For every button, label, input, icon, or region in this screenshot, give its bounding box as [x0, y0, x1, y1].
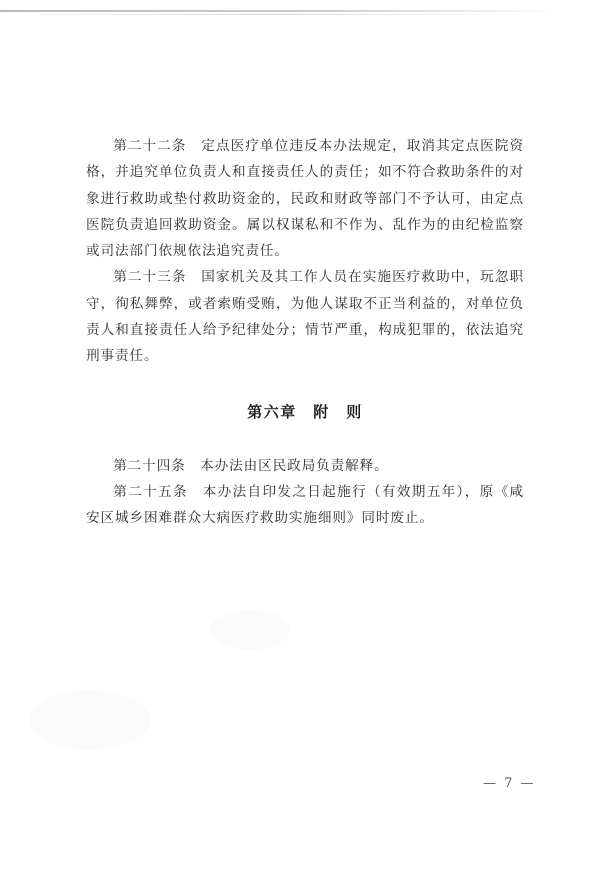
article-22: 第二十二条 定点医疗单位违反本办法规定，取消其定点医院资格，并追究单位负责人和直接责任人的责任；如不符合救助条件的对象进行救助或垫付救助资金的，民政和财政等部门不予认可，由定点医院负责追回救助资金。属以权谋私和不作为、乱作为的由纪检监察或司法部门依规依法追究责任。: [86, 138, 524, 260]
scan-top-border: [0, 10, 560, 12]
scan-smudge: [210, 610, 290, 650]
page-number: — 7 —: [483, 776, 536, 791]
document-body: [86, 133, 524, 532]
article-24: 第二十四条 本办法由区民政局负责解释。: [113, 457, 389, 474]
scan-smudge: [30, 690, 150, 750]
chapter-title: 第六章 附 则: [247, 402, 363, 421]
article-25: 第二十五条 本办法自印发之日起施行（有效期五年），原《咸安区城乡困难群众大病医疗救助实施细则》同时废止。: [86, 483, 524, 527]
article-23: 第二十三条 国家机关及其工作人员在实施医疗救助中，玩忽职守，徇私舞弊，或者索贿受贿，为他人谋取不正当利益的，对单位负责人和直接责任人给予纪律处分；情节严重，构成犯罪的，依法追究刑事责任。: [86, 269, 524, 365]
scan-top-border-faint: [40, 14, 520, 15]
